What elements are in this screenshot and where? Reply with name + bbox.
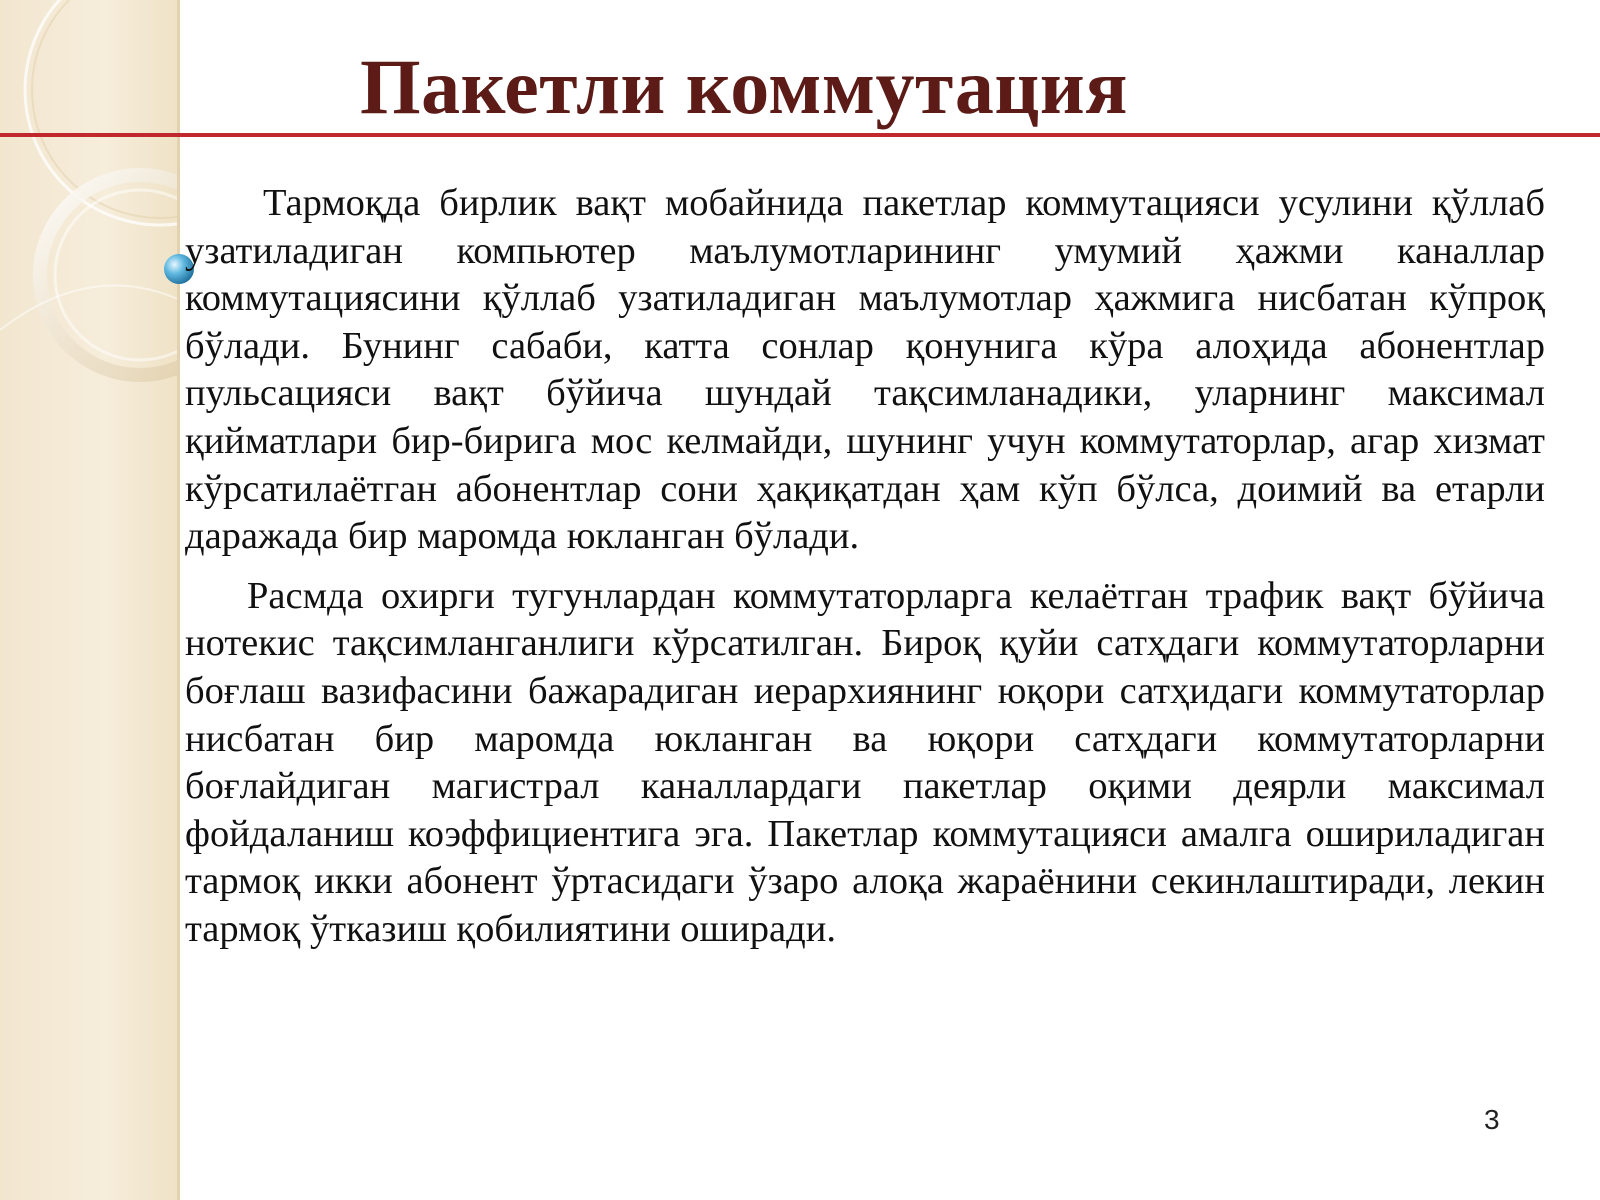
paragraph-2: Расмда охирги тугунлардан коммутаторларга келаётган трафик вақт бўйича нотекис тақсимланганлиги кўрсатилган. Бироқ қуйи сатҳдаги коммутаторларни боғлаш вазифасини бажарадиган иерархиянинг юқори сатҳидаги коммутаторлар нисбатан бир маромда юкланган ва юқори сатҳдаги коммутаторларни боғлайдиган магистрал каналлардаги пакетлар оқими деярли максимал фойдаланиш коэффициентига эга. Пакетлар коммутацияси амалга ошириладиган тармоқ икки абонент ўртасидаги ўзаро алоқа жараёнини секинлаштиради, лекин тармоқ ўтказиш қобилиятини оширади. [185,574,1545,950]
title-divider [0,133,1600,137]
paragraph-1: Тармоқда бирлик вақт мобайнида пакетлар коммутацияси усулини қўллаб узатиладиган компьютер маълумотларининг умумий ҳажми каналлар коммутациясини қўллаб узатиладиган маълумотлар ҳажмига нисбатан кўпроқ бўлади. Бунинг сабаби, катта сонлар қонунига кўра алоҳида абонентлар пульсацияси вақт бўйича шундай тақсимланадики, уларнинг максимал қийматлари бир-бирига мос келмайди, шунинг учун коммутаторлар, агар хизмат кўрсатилаётган абонентлар сони ҳақиқатдан ҳам кўп бўлса, доимий ва етарли даражада бир маромда юкланган бўлади. [185,182,1545,558]
decorative-sidebar [0,0,180,1200]
slide-title: Пакетли коммутация [360,43,1128,130]
slide-body [185,180,1545,954]
swirl-decoration-icon [0,0,180,1200]
page-number: 3 [1484,1104,1500,1135]
